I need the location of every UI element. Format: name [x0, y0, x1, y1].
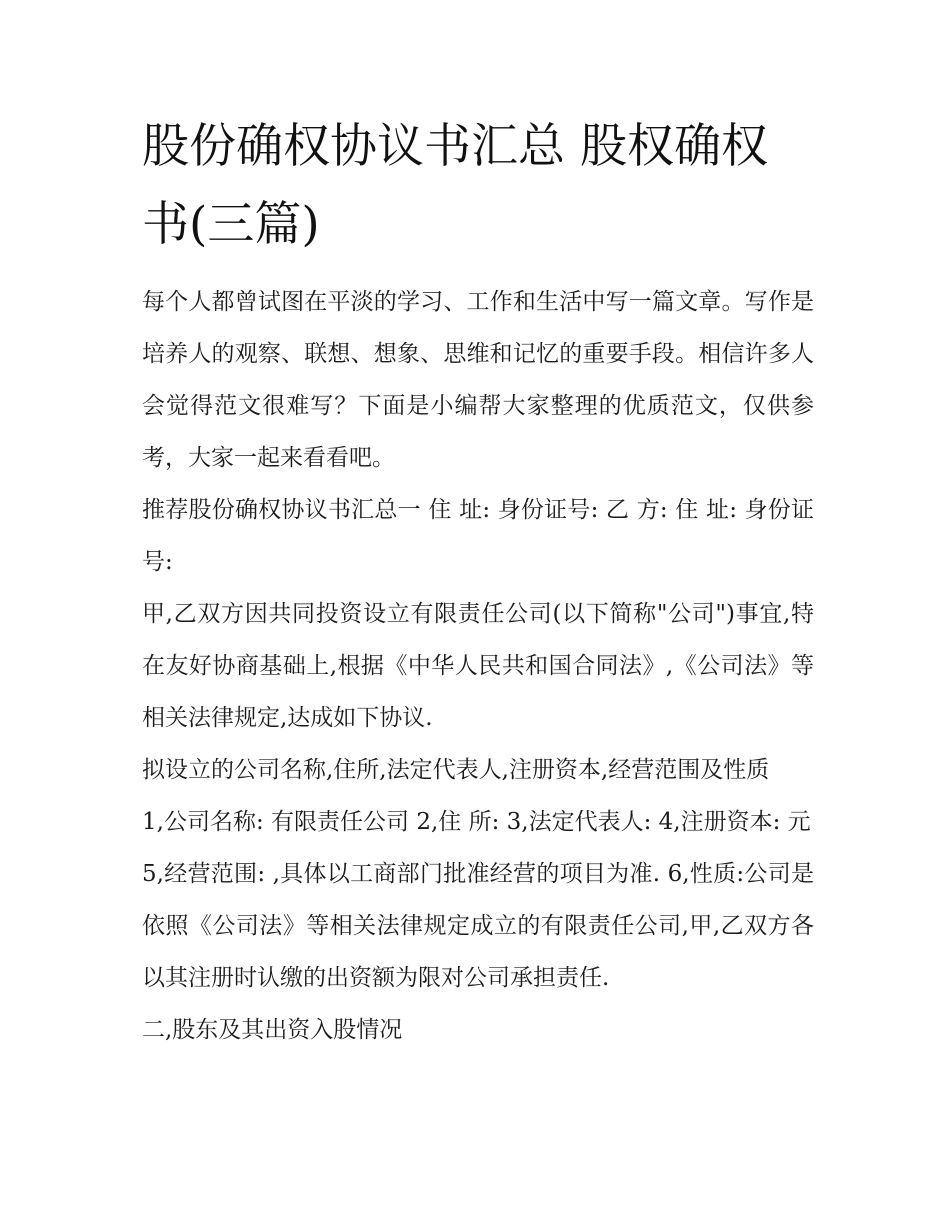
recommend-paragraph: 推荐股份确权协议书汇总一 住 址: 身份证号: 乙 方: 住 址: 身份证号: — [142, 497, 814, 575]
agreement-preamble-paragraph: 甲,乙双方因共同投资设立有限责任公司(以下简称"公司")事宜,特在友好协商基础上,根据《中华人民共和国合同法》,《公司法》等相关法律规定,达成如下协议. — [142, 601, 814, 731]
section-heading-company-info: 拟设立的公司名称,住所,法定代表人,注册资本,经营范围及性质 — [142, 757, 770, 783]
document-content — [142, 108, 814, 1056]
section-heading-shareholders: 二,股东及其出资入股情况 — [142, 1017, 403, 1043]
company-details-paragraph: 1,公司名称: 有限责任公司 2,住 所: 3,法定代表人: 4,注册资本: 元 — [142, 809, 811, 835]
intro-paragraph: 每个人都曾试图在平淡的学习、工作和生活中写一篇文章。写作是培养人的观察、联想、想象、思维和记忆的重要手段。相信许多人会觉得范文很难写？下面是小编帮大家整理的优质范文，仅供参考，大家一起来看看吧。 — [142, 289, 814, 471]
document-body — [142, 276, 814, 1056]
business-scope-paragraph: 5,经营范围: ,具体以工商部门批准经营的项目为准. 6,性质:公司是依照《公司法》等相关法律规定成立的有限责任公司,甲,乙双方各以其注册时认缴的出资额为限对公司承担责任. — [142, 861, 814, 991]
document-title: 股份确权协议书汇总 股权确权书(三篇) — [142, 119, 768, 252]
